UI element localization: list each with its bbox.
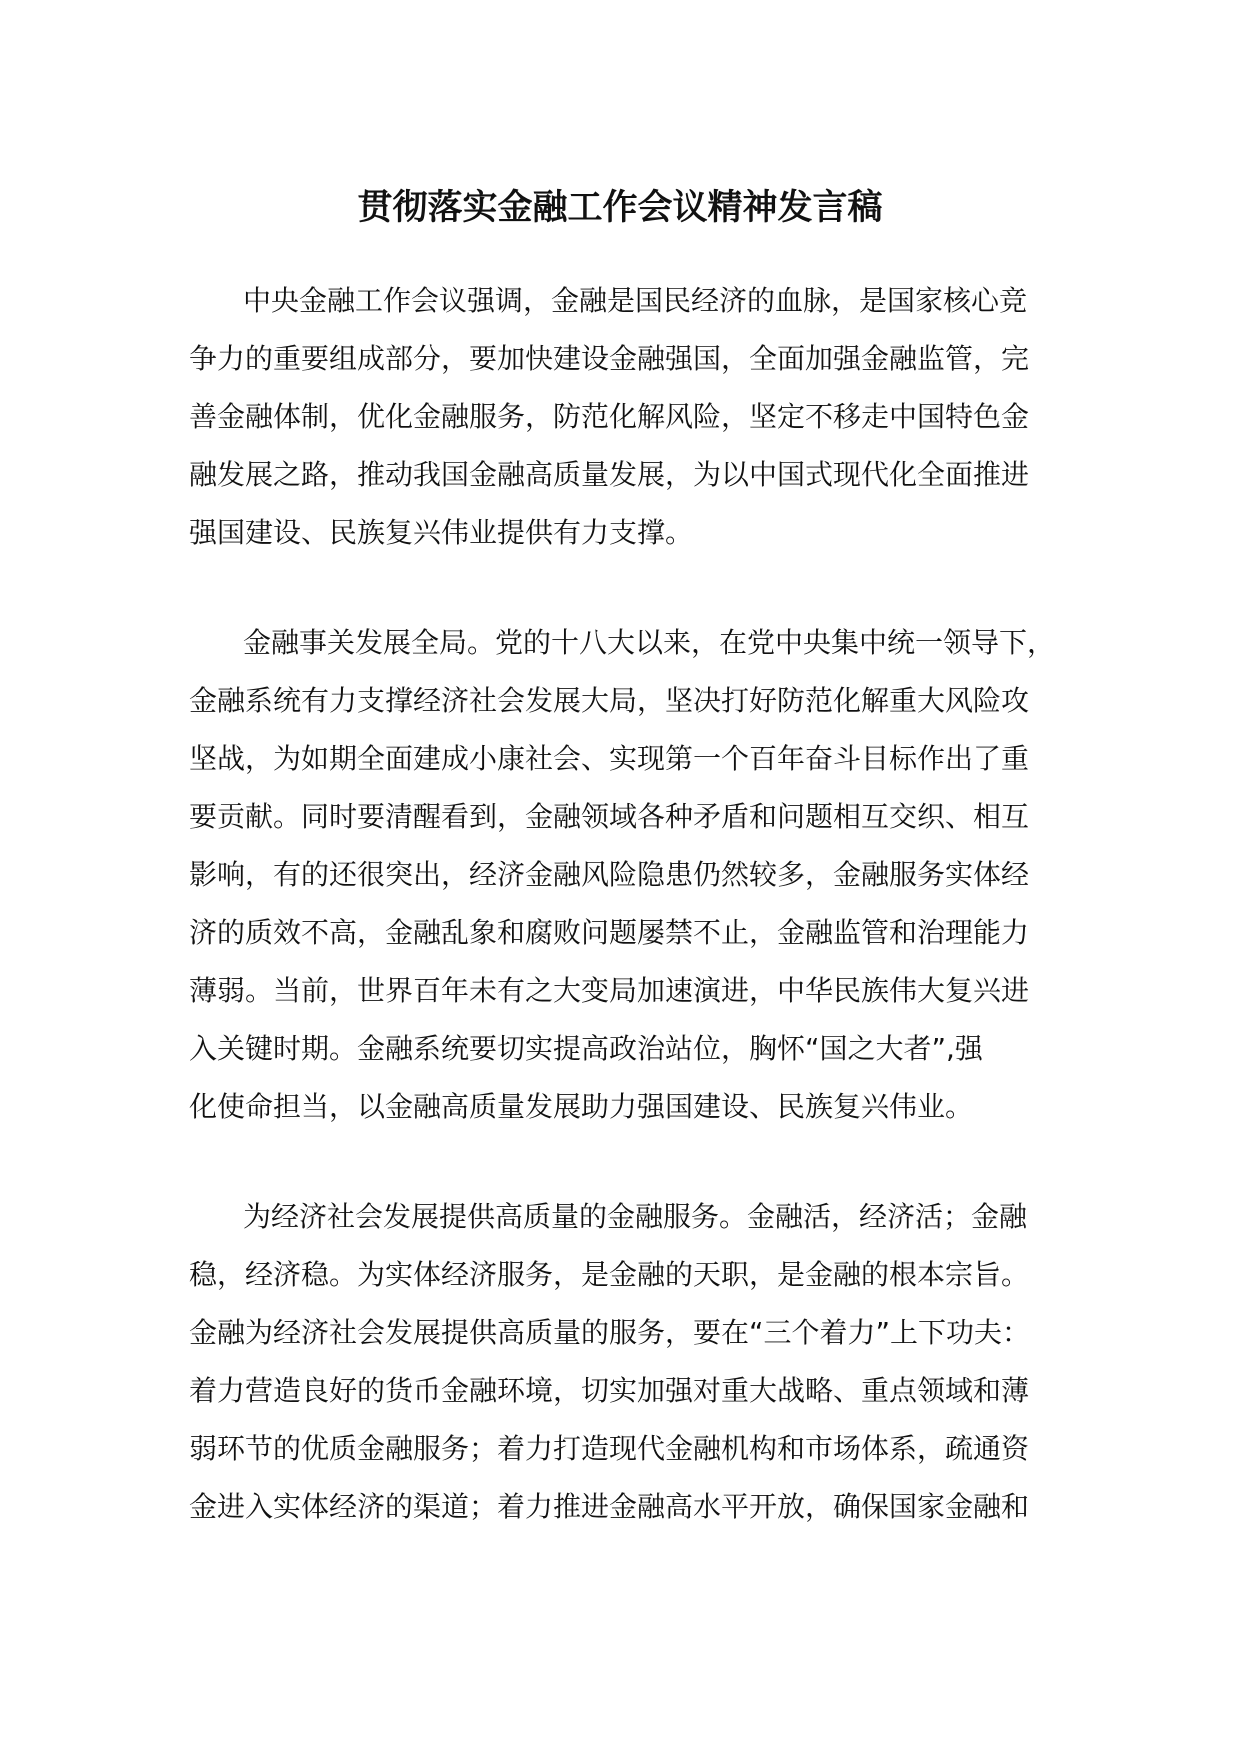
- text-line: 金融事关发展全局。党的十八大以来，在党中央集中统一领导下，: [243, 626, 1056, 659]
- text-line: 济的质效不高，金融乱象和腐败问题屡禁不止，金融监管和治理能力: [189, 916, 1030, 949]
- text-line: 金进入实体经济的渠道；着力推进金融高水平开放，确保国家金融和: [189, 1490, 1030, 1523]
- paragraph-2: [189, 614, 1065, 1136]
- document-body: [189, 272, 1065, 1588]
- text-line: 金融为经济社会发展提供高质量的服务，要在“三个着力”上下功夫：: [189, 1316, 1031, 1349]
- text-line: 坚战，为如期全面建成小康社会、实现第一个百年奋斗目标作出了重: [189, 742, 1030, 775]
- text-line: 争力的重要组成部分，要加快建设金融强国，全面加强金融监管，完: [189, 342, 1030, 375]
- text-line: 入关键时期。金融系统要切实提高政治站位，胸怀“国之大者”,强: [189, 1032, 983, 1065]
- document-title: 贯彻落实金融工作会议精神发言稿: [357, 188, 883, 228]
- paragraph-3: [189, 1188, 1065, 1536]
- text-line: 化使命担当，以金融高质量发展助力强国建设、民族复兴伟业。: [189, 1090, 974, 1123]
- text-line: 融发展之路，推动我国金融高质量发展，为以中国式现代化全面推进: [189, 458, 1030, 491]
- text-line: 弱环节的优质金融服务；着力打造现代金融机构和市场体系，疏通资: [189, 1432, 1030, 1465]
- paragraph-1: [189, 272, 1065, 562]
- text-line: 中央金融工作会议强调，金融是国民经济的血脉，是国家核心竞: [243, 284, 1028, 317]
- text-line: 善金融体制，优化金融服务，防范化解风险，坚定不移走中国特色金: [189, 400, 1030, 433]
- text-line: 着力营造良好的货币金融环境，切实加强对重大战略、重点领域和薄: [189, 1374, 1030, 1407]
- text-line: 强国建设、民族复兴伟业提供有力支撑。: [189, 516, 694, 549]
- text-line: 要贡献。同时要清醒看到，金融领域各种矛盾和问题相互交织、相互: [189, 800, 1030, 833]
- text-line: 金融系统有力支撑经济社会发展大局，坚决打好防范化解重大风险攻: [189, 684, 1030, 717]
- text-line: 为经济社会发展提供高质量的金融服务。金融活，经济活；金融: [243, 1200, 1028, 1233]
- text-line: 稳，经济稳。为实体经济服务，是金融的天职，是金融的根本宗旨。: [189, 1258, 1030, 1291]
- text-line: 影响，有的还很突出，经济金融风险隐患仍然较多，金融服务实体经: [189, 858, 1030, 891]
- text-line: 薄弱。当前，世界百年未有之大变局加速演进，中华民族伟大复兴进: [189, 974, 1030, 1007]
